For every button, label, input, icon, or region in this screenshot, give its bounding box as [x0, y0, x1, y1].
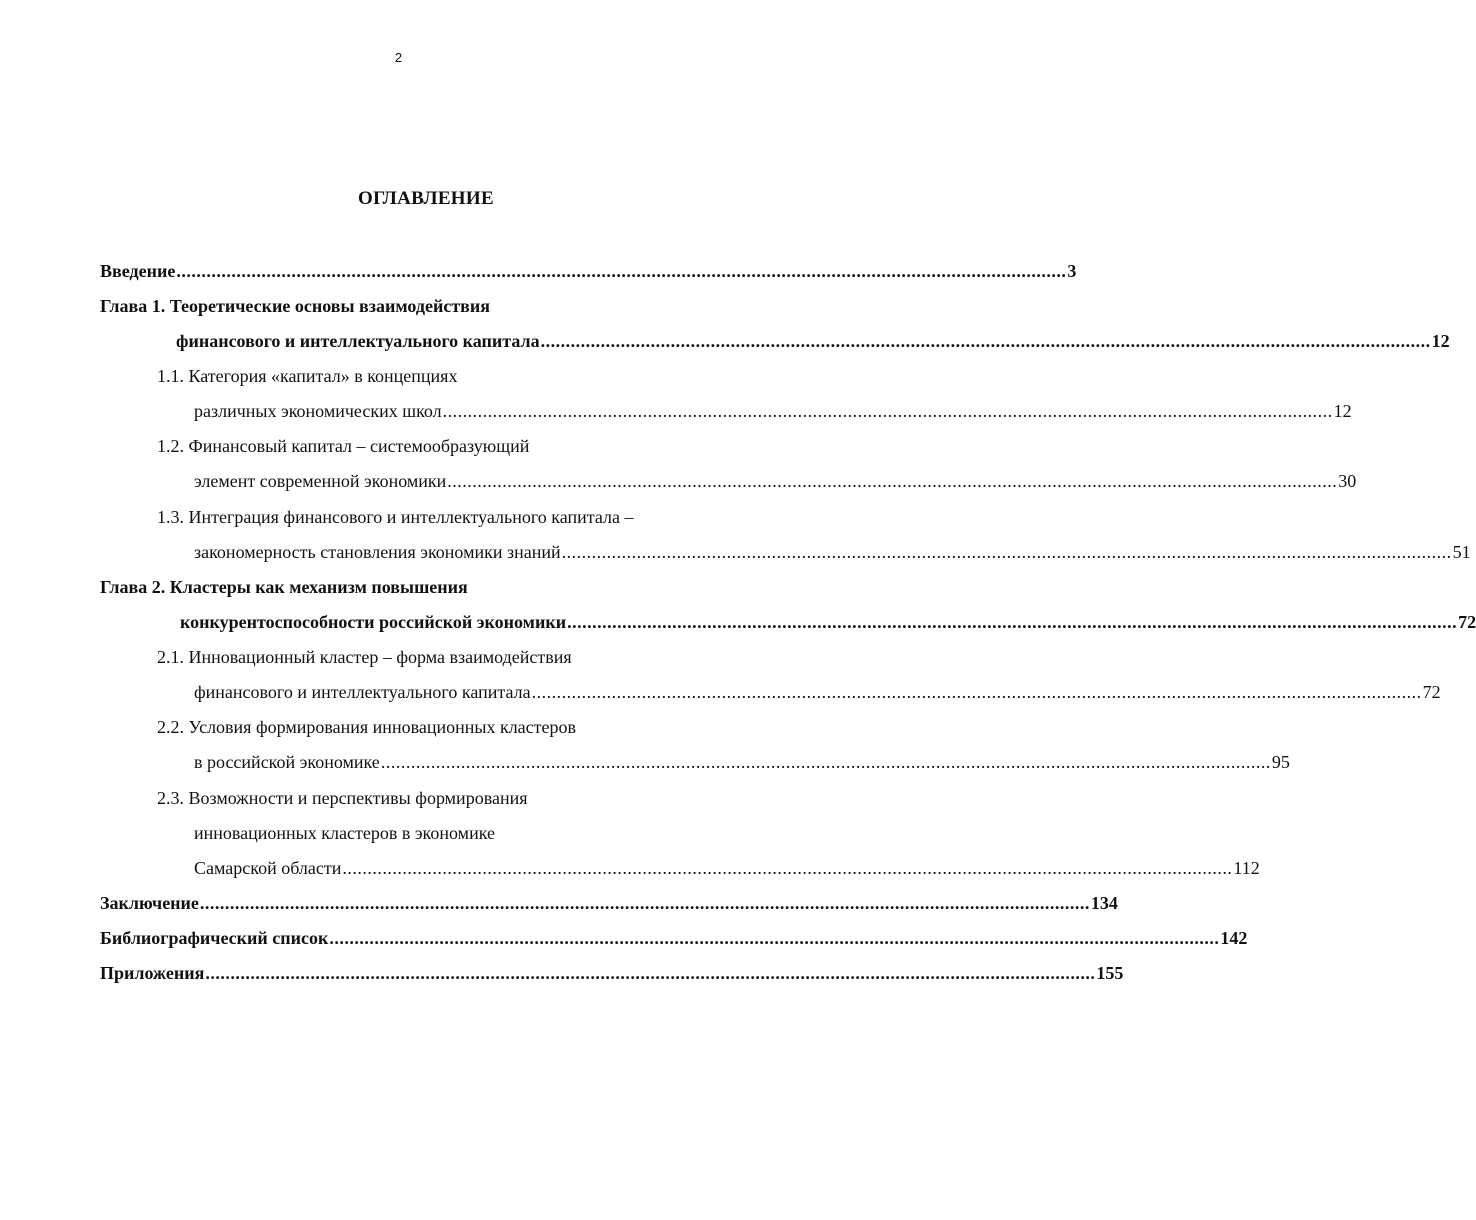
toc-entry-section-2-2[interactable]: [194, 750, 1290, 774]
toc-entry-title: конкурентоспособности российской экономики: [180, 612, 567, 632]
toc-entry-section-2-3[interactable]: [194, 856, 1260, 880]
dot-leader: ..................................................................................................................................................................................: [442, 401, 1333, 421]
toc-entry-section-1-1[interactable]: [194, 399, 1352, 423]
toc-entry-appendices[interactable]: [100, 961, 1124, 985]
toc-entry-title: в российской экономике: [194, 752, 380, 772]
dot-leader: ..................................................................................................................................................................................: [205, 963, 1096, 983]
toc-entry-chapter-2[interactable]: [180, 610, 1476, 634]
page-number: 2: [394, 50, 403, 65]
toc-entry-title: Введение: [100, 261, 176, 281]
dot-leader: ..................................................................................................................................................................................: [447, 471, 1338, 491]
dot-leader: ..................................................................................................................................................................................: [540, 331, 1431, 351]
toc-entry-title: финансового и интеллектуального капитала: [176, 331, 540, 351]
dot-leader: ..................................................................................................................................................................................: [199, 893, 1090, 913]
toc-page-number: 30: [1338, 471, 1357, 491]
toc-entry-title: Библиографический список: [100, 928, 329, 948]
toc-page-number: 12: [1431, 331, 1450, 351]
toc-chapter-1-title[interactable]: Глава 1. Теоретические основы взаимодействия: [100, 296, 490, 316]
toc-section-2-3-title[interactable]: 2.3. Возможности и перспективы формирования: [157, 788, 528, 808]
toc-page-number: 134: [1090, 893, 1118, 913]
toc-entry-title: Приложения: [100, 963, 205, 983]
toc-page-number: 155: [1096, 963, 1124, 983]
toc-entry-section-2-1[interactable]: [194, 680, 1441, 704]
toc-page-number: 72: [1458, 612, 1476, 632]
toc-section-2-2-title[interactable]: 2.2. Условия формирования инновационных кластеров: [157, 717, 577, 737]
toc-entry-section-1-3[interactable]: [194, 540, 1471, 564]
toc-section-1-1-title[interactable]: 1.1. Категория «капитал» в концепциях: [157, 366, 458, 386]
toc-entry-bibliography[interactable]: [100, 926, 1248, 950]
toc-page-number: 95: [1271, 752, 1290, 772]
toc-page-number: 3: [1067, 261, 1077, 281]
toc-entry-title: Заключение: [100, 893, 199, 913]
dot-leader: ..................................................................................................................................................................................: [561, 542, 1452, 562]
dot-leader: ..................................................................................................................................................................................: [380, 752, 1271, 772]
page-title: ОГЛАВЛЕНИЕ: [358, 188, 494, 209]
toc-chapter-2-title[interactable]: Глава 2. Кластеры как механизм повышения: [100, 577, 468, 597]
toc-page-number: 112: [1233, 858, 1260, 878]
toc-entry-chapter-1[interactable]: [176, 329, 1450, 353]
toc-page-number: 51: [1452, 542, 1471, 562]
toc-page-number: 72: [1422, 682, 1441, 702]
toc-section-2-3-subtitle[interactable]: инновационных кластеров в экономике: [194, 823, 495, 843]
toc-page-number: 12: [1333, 401, 1352, 421]
toc-entry-intro[interactable]: [100, 259, 1077, 283]
dot-leader: ..................................................................................................................................................................................: [531, 682, 1422, 702]
toc-entry-section-1-2[interactable]: [194, 469, 1357, 493]
dot-leader: ..................................................................................................................................................................................: [567, 612, 1458, 632]
toc-entry-title: Самарской области: [194, 858, 342, 878]
dot-leader: ..................................................................................................................................................................................: [342, 858, 1233, 878]
toc-page-number: 142: [1220, 928, 1248, 948]
toc-entry-title: закономерность становления экономики знаний: [194, 542, 561, 562]
dot-leader: ..................................................................................................................................................................................: [176, 261, 1067, 281]
toc-section-1-2-title[interactable]: 1.2. Финансовый капитал – системообразующий: [157, 436, 530, 456]
toc-section-2-1-title[interactable]: 2.1. Инновационный кластер – форма взаимодействия: [157, 647, 572, 667]
toc-entry-title: финансового и интеллектуального капитала: [194, 682, 531, 702]
toc-entry-title: элемент современной экономики: [194, 471, 447, 491]
toc-section-1-3-title[interactable]: 1.3. Интеграция финансового и интеллектуального капитала –: [157, 507, 634, 527]
toc-entry-title: различных экономических школ: [194, 401, 442, 421]
toc-entry-conclusion[interactable]: [100, 891, 1118, 915]
dot-leader: ..................................................................................................................................................................................: [329, 928, 1220, 948]
